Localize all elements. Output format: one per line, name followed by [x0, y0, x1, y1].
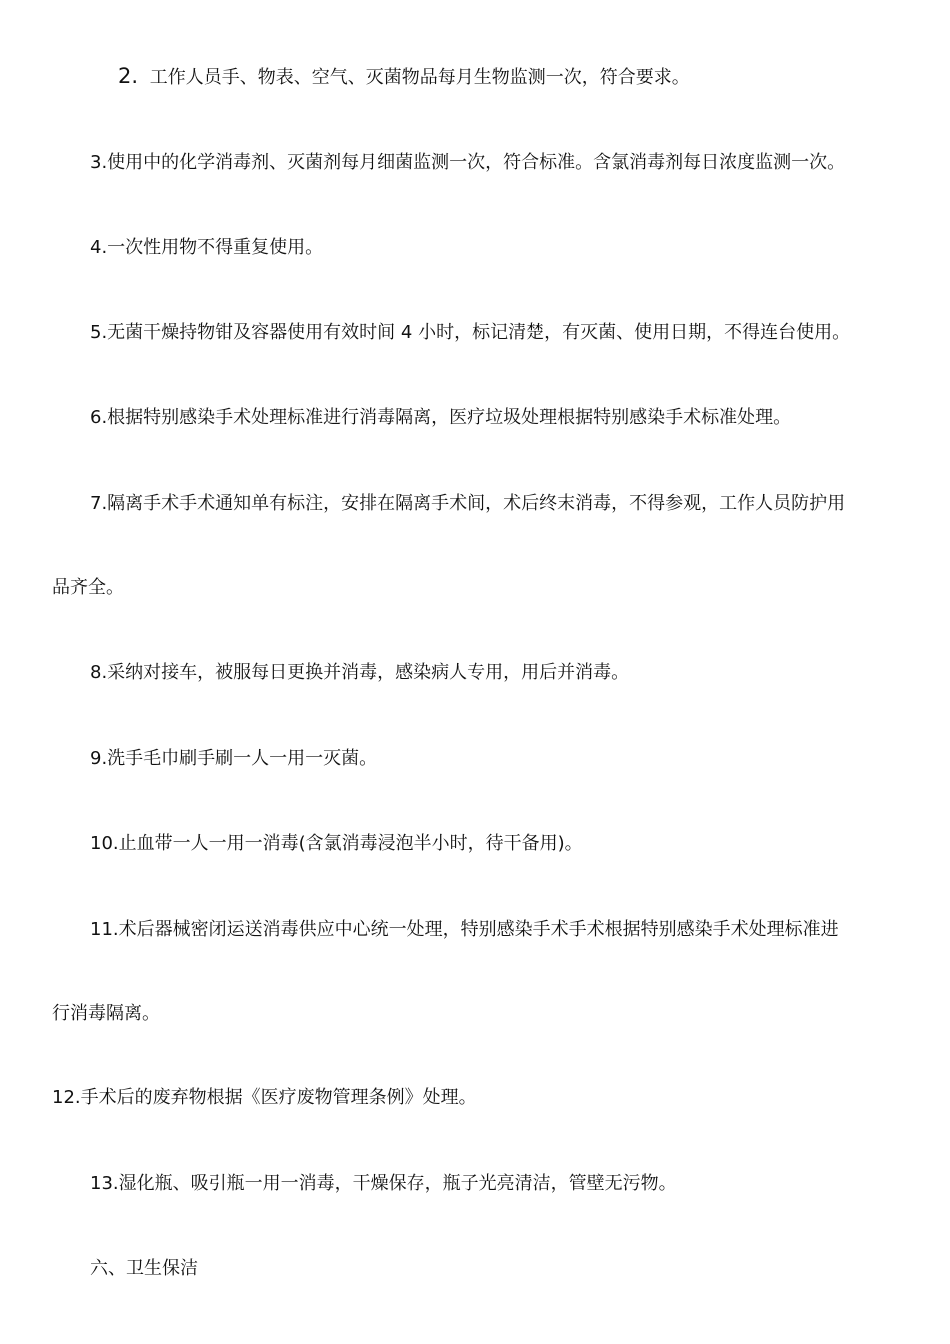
paragraph-line-3: 3.使用中的化学消毒剂、灭菌剂每月细菌监测一次，符合标准。含氯消毒剂每日浓度监测一次。 [90, 152, 846, 173]
section-heading: 六、卫生保洁 [90, 1258, 198, 1279]
paragraph-line-12: 12.手术后的废弃物根据《医疗废物管理条例》处理。 [52, 1087, 477, 1108]
paragraph-line-8: 8.采纳对接车，被服每日更换并消毒，感染病人专用，用后并消毒。 [90, 662, 630, 683]
paragraph-line-2 [118, 64, 690, 90]
paragraph-line-5: 5.无菌干燥持物钳及容器使用有效时间 4 小时，标记清楚，有灭菌、使用日期，不得连台使用。 [90, 322, 851, 343]
item-number: 2. [118, 64, 139, 88]
paragraph-line-4: 4.一次性用物不得重复使用。 [90, 237, 324, 258]
paragraph-text: 工作人员手、物表、空气、灭菌物品每月生物监测一次，符合要求。 [149, 67, 690, 88]
paragraph-line-10: 10.止血带一人一用一消毒(含氯消毒浸泡半小时，待干备用)。 [90, 833, 583, 854]
paragraph-line-9: 9.洗手毛巾刷手刷一人一用一灭菌。 [90, 748, 378, 769]
paragraph-line-11: 11.术后器械密闭运送消毒供应中心统一处理，特别感染手术手术根据特别感染手术处理标准进 [90, 919, 839, 940]
paragraph-line-13: 13.湿化瓶、吸引瓶一用一消毒，干燥保存，瓶子光亮清洁，管壁无污物。 [90, 1173, 677, 1194]
paragraph-line-7: 7.隔离手术手术通知单有标注，安排在隔离手术间，术后终末消毒，不得参观，工作人员防护用 [90, 493, 846, 514]
paragraph-line-6: 6.根据特别感染手术处理标准进行消毒隔离，医疗垃圾处理根据特别感染手术标准处理。 [90, 407, 792, 428]
paragraph-line-7-cont: 品齐全。 [52, 577, 124, 598]
paragraph-line-11-cont: 行消毒隔离。 [52, 1003, 160, 1024]
